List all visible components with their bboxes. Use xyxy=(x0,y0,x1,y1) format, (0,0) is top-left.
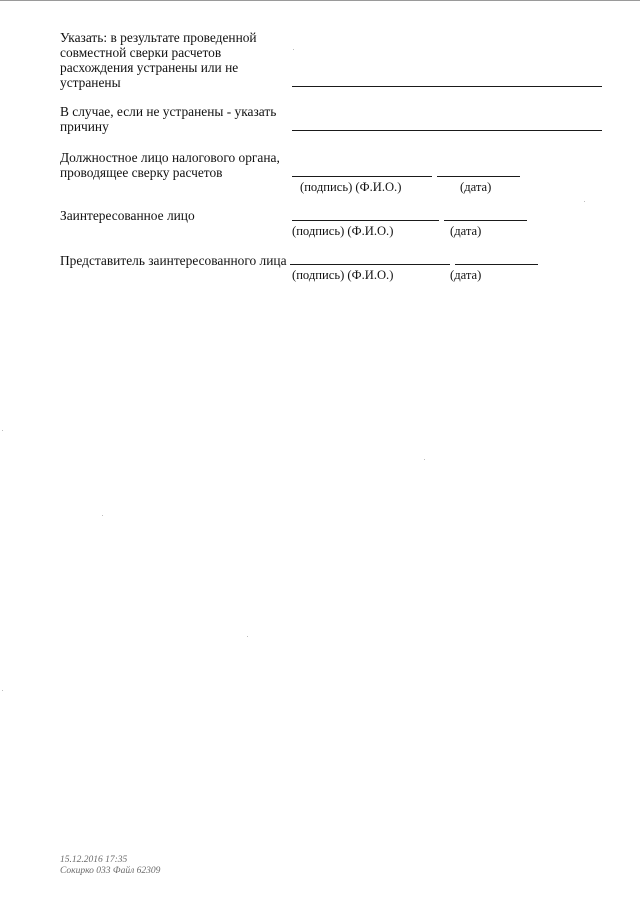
tax-officer-label-line-1: Должностное лицо налогового органа, xyxy=(60,150,280,165)
scan-speck xyxy=(2,430,3,431)
reason-answer-line xyxy=(292,130,602,131)
interested-party-label: Заинтересованное лицо xyxy=(60,208,195,223)
footer-reference: Сокирко 033 Файл 62309 xyxy=(60,866,161,876)
footer-timestamp: 15.12.2016 17:35 xyxy=(60,855,128,865)
result-instruction-line-4: устранены xyxy=(60,75,121,90)
scan-speck xyxy=(2,690,3,691)
scan-speck xyxy=(102,515,103,516)
scan-speck xyxy=(424,459,425,460)
scan-speck xyxy=(293,49,294,50)
interested-party-date-caption: (дата) xyxy=(450,224,482,238)
result-answer-line xyxy=(292,86,602,87)
footer-stamp xyxy=(60,855,160,877)
representative-date-line xyxy=(455,264,538,265)
representative-signature-line xyxy=(290,264,450,265)
interested-party-signature-line xyxy=(292,220,439,221)
result-instruction-line-2: совместной сверки расчетов xyxy=(60,45,222,60)
tax-officer-signature-caption: (подпись) (Ф.И.О.) xyxy=(300,180,402,194)
representative-signature-caption: (подпись) (Ф.И.О.) xyxy=(292,268,394,282)
scan-speck xyxy=(584,201,585,202)
result-instruction-line-1: Указать: в результате проведенной xyxy=(60,30,257,45)
scan-speck xyxy=(247,636,248,637)
interested-party-signature-caption: (подпись) (Ф.И.О.) xyxy=(292,224,394,238)
tax-officer-date-line xyxy=(437,176,520,177)
representative-date-caption: (дата) xyxy=(450,268,482,282)
reason-instruction-line-2: причину xyxy=(60,119,109,134)
result-instruction-line-3: расхождения устранены или не xyxy=(60,60,239,75)
tax-officer-date-caption: (дата) xyxy=(460,180,492,194)
representative-label: Представитель заинтересованного лица xyxy=(60,253,287,268)
tax-officer-signature-line xyxy=(292,176,432,177)
interested-party-date-line xyxy=(444,220,527,221)
reason-instruction-line-1: В случае, если не устранены - указать xyxy=(60,104,277,119)
page-top-edge xyxy=(0,0,640,1)
tax-officer-label-line-2: проводящее сверку расчетов xyxy=(60,165,223,180)
